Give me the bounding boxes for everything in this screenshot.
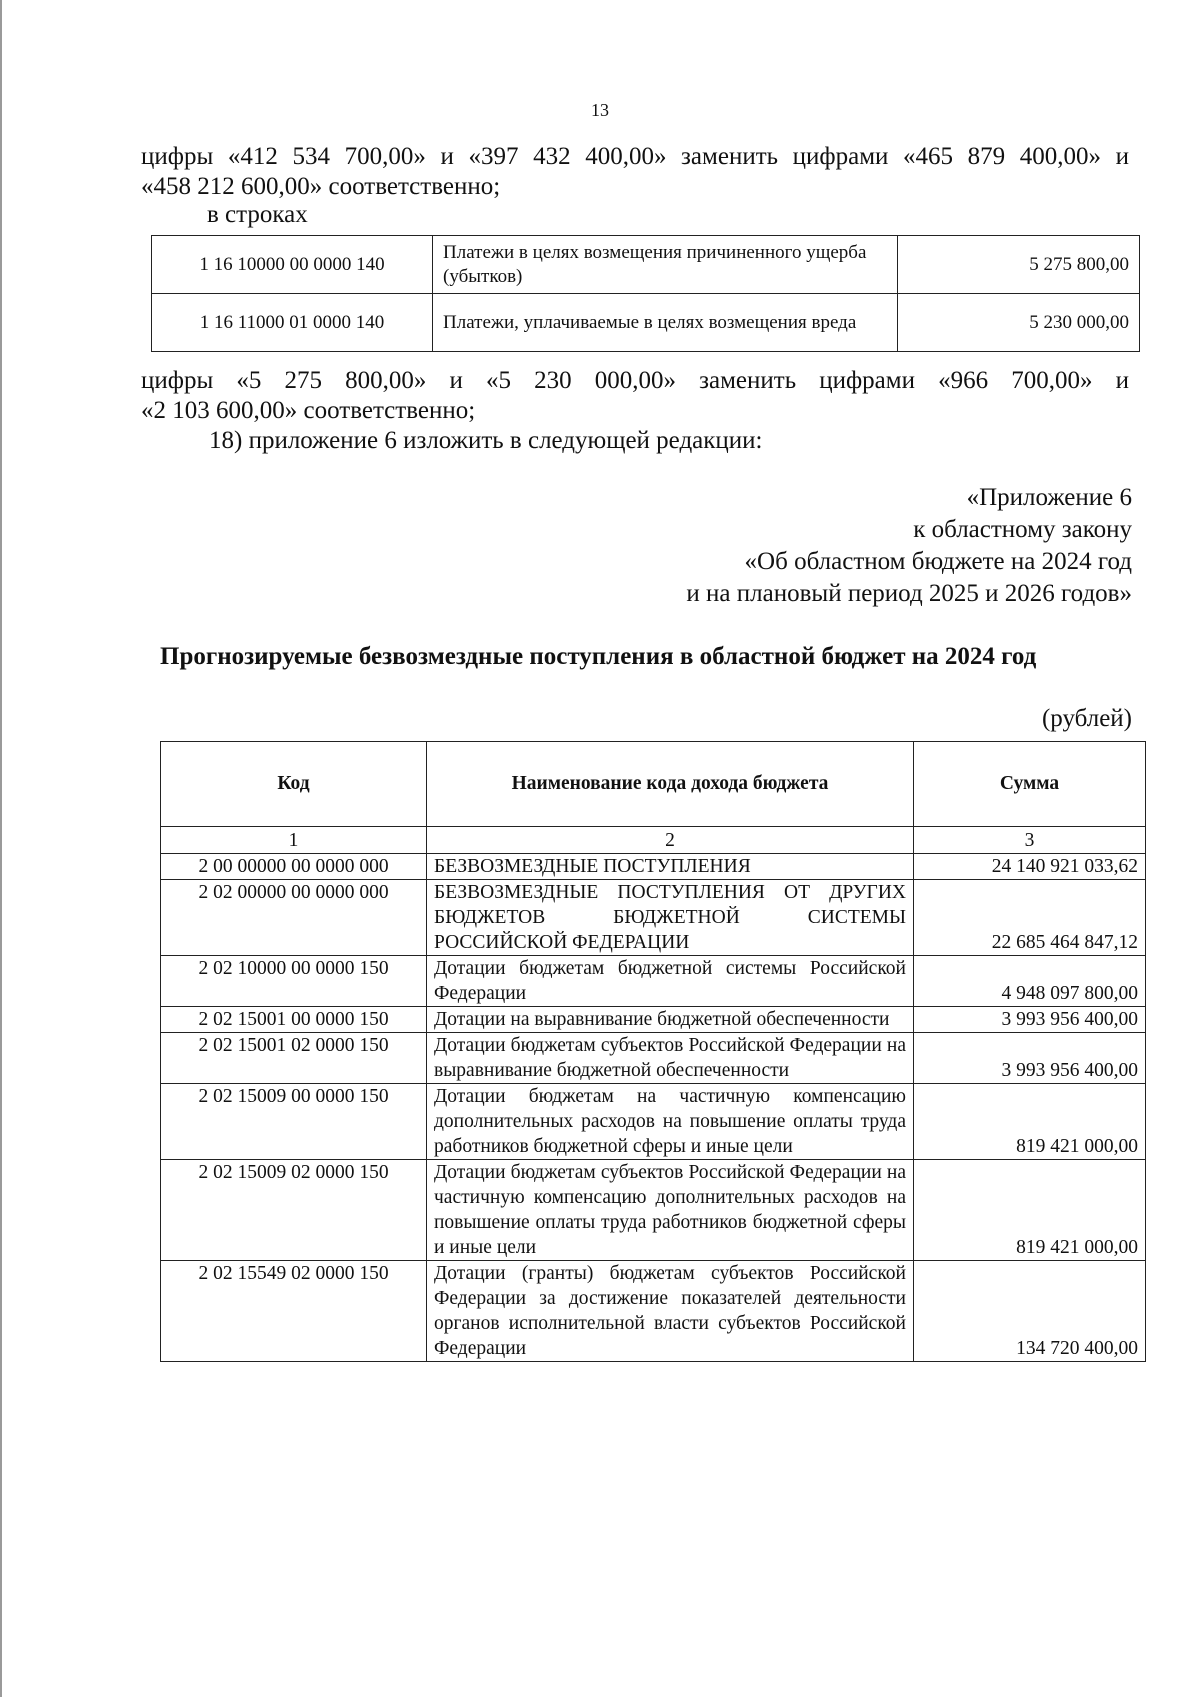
after-line-2: «2 103 600,00» соответственно;	[141, 397, 476, 424]
appendix-line-4: и на плановый период 2025 и 2026 годов»	[686, 580, 1132, 607]
table-row	[161, 854, 1146, 880]
intro-line-3: в строках	[207, 201, 308, 228]
after-line-3: 18) приложение 6 изложить в следующей редакции:	[209, 427, 763, 454]
amend-code: 1 16 11000 01 0000 140	[152, 294, 433, 352]
row-name: Дотации бюджетам бюджетной системы Российской Федерации	[427, 956, 914, 1007]
row-code: 2 02 15009 00 0000 150	[161, 1084, 427, 1160]
amend-sum: 5 230 000,00	[898, 294, 1140, 352]
row-sum: 819 421 000,00	[914, 1160, 1146, 1261]
table-row	[161, 1007, 1146, 1033]
table-row	[161, 1160, 1146, 1261]
row-name: Дотации бюджетам субъектов Российской Федерации на частичную компенсацию дополнительных расходов на повышение оплаты труда работников бюджетной сферы и иные цели	[427, 1160, 914, 1261]
scan-edge	[0, 0, 2, 1697]
appendix-line-3: «Об областном бюджете на 2024 год	[744, 548, 1132, 575]
table-row	[161, 880, 1146, 956]
column-numbers-row	[161, 827, 1146, 854]
row-code: 2 02 15001 02 0000 150	[161, 1033, 427, 1084]
table-row	[161, 956, 1146, 1007]
row-sum: 24 140 921 033,62	[914, 854, 1146, 880]
unit-label: (рублей)	[1041, 705, 1132, 732]
row-sum: 22 685 464 847,12	[914, 880, 1146, 956]
after-paragraph	[141, 366, 1129, 456]
row-code: 2 02 00000 00 0000 000	[161, 880, 427, 956]
row-code: 2 02 15549 02 0000 150	[161, 1261, 427, 1362]
header-code: Код	[161, 742, 427, 827]
page-number: 13	[591, 100, 609, 120]
intro-line-1: цифры «412 534 700,00» и «397 432 400,00» заменить цифрами «465 879 400,00» и	[141, 143, 1129, 170]
intro-line-2: «458 212 600,00» соответственно;	[141, 173, 501, 200]
column-number-3: 3	[914, 827, 1146, 854]
after-line-1: цифры «5 275 800,00» и «5 230 000,00» заменить цифрами «966 700,00» и	[141, 367, 1129, 394]
row-sum: 134 720 400,00	[914, 1261, 1146, 1362]
row-name: Дотации (гранты) бюджетам субъектов Российской Федерации за достижение показателей деятельности органов исполнительной власти субъектов Российской Федерации	[427, 1261, 914, 1362]
row-name: БЕЗВОЗМЕЗДНЫЕ ПОСТУПЛЕНИЯ ОТ ДРУГИХ БЮДЖЕТОВ БЮДЖЕТНОЙ СИСТЕМЫ РОССИЙСКОЙ ФЕДЕРАЦИИ	[427, 880, 914, 956]
row-name: БЕЗВОЗМЕЗДНЫЕ ПОСТУПЛЕНИЯ	[427, 854, 914, 880]
row-name: Дотации бюджетам субъектов Российской Федерации на выравнивание бюджетной обеспеченности	[427, 1033, 914, 1084]
amend-row	[152, 294, 1140, 352]
row-sum: 4 948 097 800,00	[914, 956, 1146, 1007]
row-sum: 3 993 956 400,00	[914, 1033, 1146, 1084]
table-header-row	[161, 742, 1146, 827]
row-code: 2 02 10000 00 0000 150	[161, 956, 427, 1007]
amend-code: 1 16 10000 00 0000 140	[152, 236, 433, 294]
table-row	[161, 1261, 1146, 1362]
row-name: Дотации бюджетам на частичную компенсацию дополнительных расходов на повышение оплаты труда работников бюджетной сферы и иные цели	[427, 1084, 914, 1160]
row-sum: 819 421 000,00	[914, 1084, 1146, 1160]
amend-name: Платежи в целях возмещения причиненного ущерба (убытков)	[433, 236, 898, 294]
column-number-2: 2	[427, 827, 914, 854]
header-sum: Сумма	[914, 742, 1146, 827]
row-code: 2 02 15009 02 0000 150	[161, 1160, 427, 1261]
budget-table	[160, 741, 1146, 1362]
appendix-line-1: «Приложение 6	[966, 484, 1132, 511]
column-number-1: 1	[161, 827, 427, 854]
amend-name: Платежи, уплачиваемые в целях возмещения вреда	[433, 294, 898, 352]
appendix-header	[686, 482, 1132, 610]
amend-row	[152, 236, 1140, 294]
table-row	[161, 1084, 1146, 1160]
page-title: Прогнозируемые безвозмездные поступления в областной бюджет на 2024 год	[160, 643, 1037, 670]
row-code: 2 00 00000 00 0000 000	[161, 854, 427, 880]
appendix-line-2: к областному закону	[913, 516, 1132, 543]
amend-sum: 5 275 800,00	[898, 236, 1140, 294]
header-name: Наименование кода дохода бюджета	[427, 742, 914, 827]
row-name: Дотации на выравнивание бюджетной обеспеченности	[427, 1007, 914, 1033]
row-sum: 3 993 956 400,00	[914, 1007, 1146, 1033]
row-code: 2 02 15001 00 0000 150	[161, 1007, 427, 1033]
amend-table	[151, 235, 1140, 352]
table-row	[161, 1033, 1146, 1084]
intro-paragraph	[141, 142, 1129, 228]
